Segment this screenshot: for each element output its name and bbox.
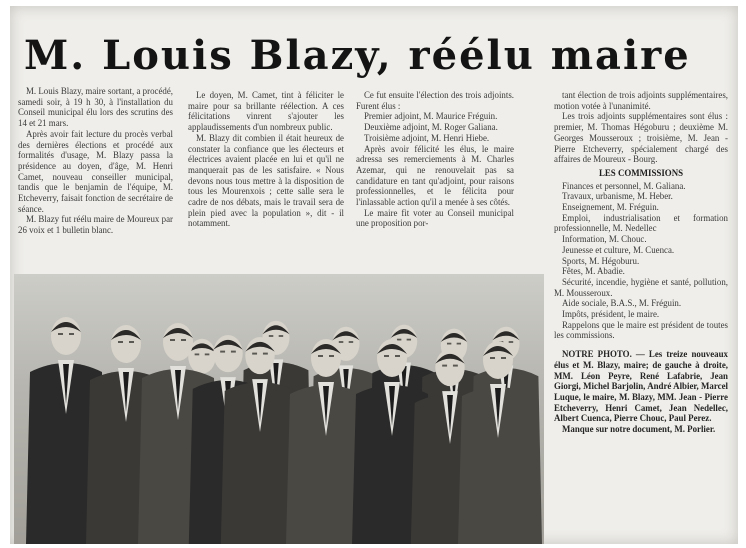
headline: M. Louis Blazy, réélu maire xyxy=(24,32,691,79)
commission-item: Finances et personnel, M. Galiana. xyxy=(562,180,686,191)
paragraph: Le maire fit voter au Conseil municipal une proposition por- xyxy=(356,207,514,229)
commission-item: Sports, M. Hégoburu. xyxy=(562,255,640,266)
commission-item: Emploi, industrialisation et formation professionnelle, M. Nedellec xyxy=(554,212,728,234)
newspaper-clipping xyxy=(10,6,738,544)
commission-item: Fêtes, M. Abadie. xyxy=(562,266,625,277)
commission-item: Jeunesse et culture, M. Cuenca. xyxy=(562,244,675,255)
paragraph: Après avoir félicité les élus, le maire adressa ses remerciements à M. Charles Azemar, qui ne renouvelait pas sa candidature en tant qu'adjoint, pour raisons professionnelles, et le félicita pour l'inlassable action qu'il a menée à ses côtés. xyxy=(356,143,514,208)
paragraph: Les trois adjoints supplémentaires sont élus : premier, M. Thomas Hégoburu ; deuxième M. Georges Mousseroux ; troisième, M. Jean - Pierre Etcheverry, spécialement chargé des affaires de Moureux - Bourg. xyxy=(554,111,728,165)
group-photo-illustration xyxy=(14,274,544,544)
article-column-2 xyxy=(188,90,344,264)
paragraph: Ce fut ensuite l'élection des trois adjoints. Furent élus : xyxy=(356,90,514,111)
commission-item: Enseignement, M. Fréguin. xyxy=(562,202,659,213)
photo-caption: NOTRE PHOTO. — Les treize nouveaux élus et M. Blazy, maire; de gauche à droite, MM. Léon Peyre, René Lafabrie, Jean Giorgi, Michel Barjolin, André Albier, Marcel Luque, le maire, M. Blazy, MM. Jean - Pierre Etcheverry, Henri Camet, Jean Nedellec, Albert Cuenca, Pierre Chouc, Paul Perez. xyxy=(554,349,728,424)
paragraph: Troisième adjoint, M. Henri Hiebe. xyxy=(364,132,490,143)
article-column-4 xyxy=(554,90,728,538)
article-column-1 xyxy=(18,86,173,260)
paragraph: Premier adjoint, M. Maurice Fréguin. xyxy=(364,111,498,122)
commission-item: Information, M. Chouc. xyxy=(562,234,647,245)
paragraph: M. Blazy fut réélu maire de Moureux par 26 voix et 1 bulletin blanc. xyxy=(18,214,173,236)
commission-item: Aide sociale, B.A.S., M. Fréguin. xyxy=(562,298,682,309)
photo-note: Manque sur notre document, M. Porlier. xyxy=(562,424,716,435)
paragraph: M. Louis Blazy, maire sortant, a procédé, samedi soir, à 19 h 30, à l'installation du Conseil municipal élu lors des scrutins des 14 et 21 mars. xyxy=(18,86,173,129)
paragraph: Deuxième adjoint, M. Roger Galiana. xyxy=(364,122,498,133)
article-column-3 xyxy=(356,90,514,270)
commissions-heading: LES COMMISSIONS xyxy=(598,167,684,178)
commission-item: Travaux, urbanisme, M. Heber. xyxy=(562,191,673,202)
commission-item: Impôts, président, le maire. xyxy=(562,309,660,320)
commission-item: Rappelons que le maire est président de toutes les commissions. xyxy=(554,319,728,341)
group-photo xyxy=(14,274,544,544)
paragraph: tant élection de trois adjoints supplémentaires, motion votée à l'unanimité. xyxy=(554,90,728,111)
paragraph: Après avoir fait lecture du procès verbal des dernières élections et procédé aux formalités d'usage, M. Blazy passa la présidence au doyen, d'âge, M. Henri Camet, nouveau conseiller municipal, tandis que le benjamin de l'équipe, M. Etcheverry, faisait fonction de secrétaire de séance. xyxy=(18,128,173,214)
commission-item: Sécurité, incendie, hygiène et santé, pollution, M. Mousseroux. xyxy=(554,276,728,298)
paragraph: M. Blazy dit combien il était heureux de constater la confiance que les électeurs et électrices avaient placée en lui et qu'il ne manquerait pas de les satisfaire. « Nous devons nous tous mettre à la disposition de tous les Mourenxois ; cette salle sera le cadre de nos débats, mais le travail sera de plein pied avec la population », dit - il notamment. xyxy=(188,132,344,229)
paragraph: Le doyen, M. Camet, tint à féliciter le maire pour sa brillante réélection. A ces félicitations vinrent s'ajouter les applaudissements d'un nombreux public. xyxy=(188,90,344,133)
